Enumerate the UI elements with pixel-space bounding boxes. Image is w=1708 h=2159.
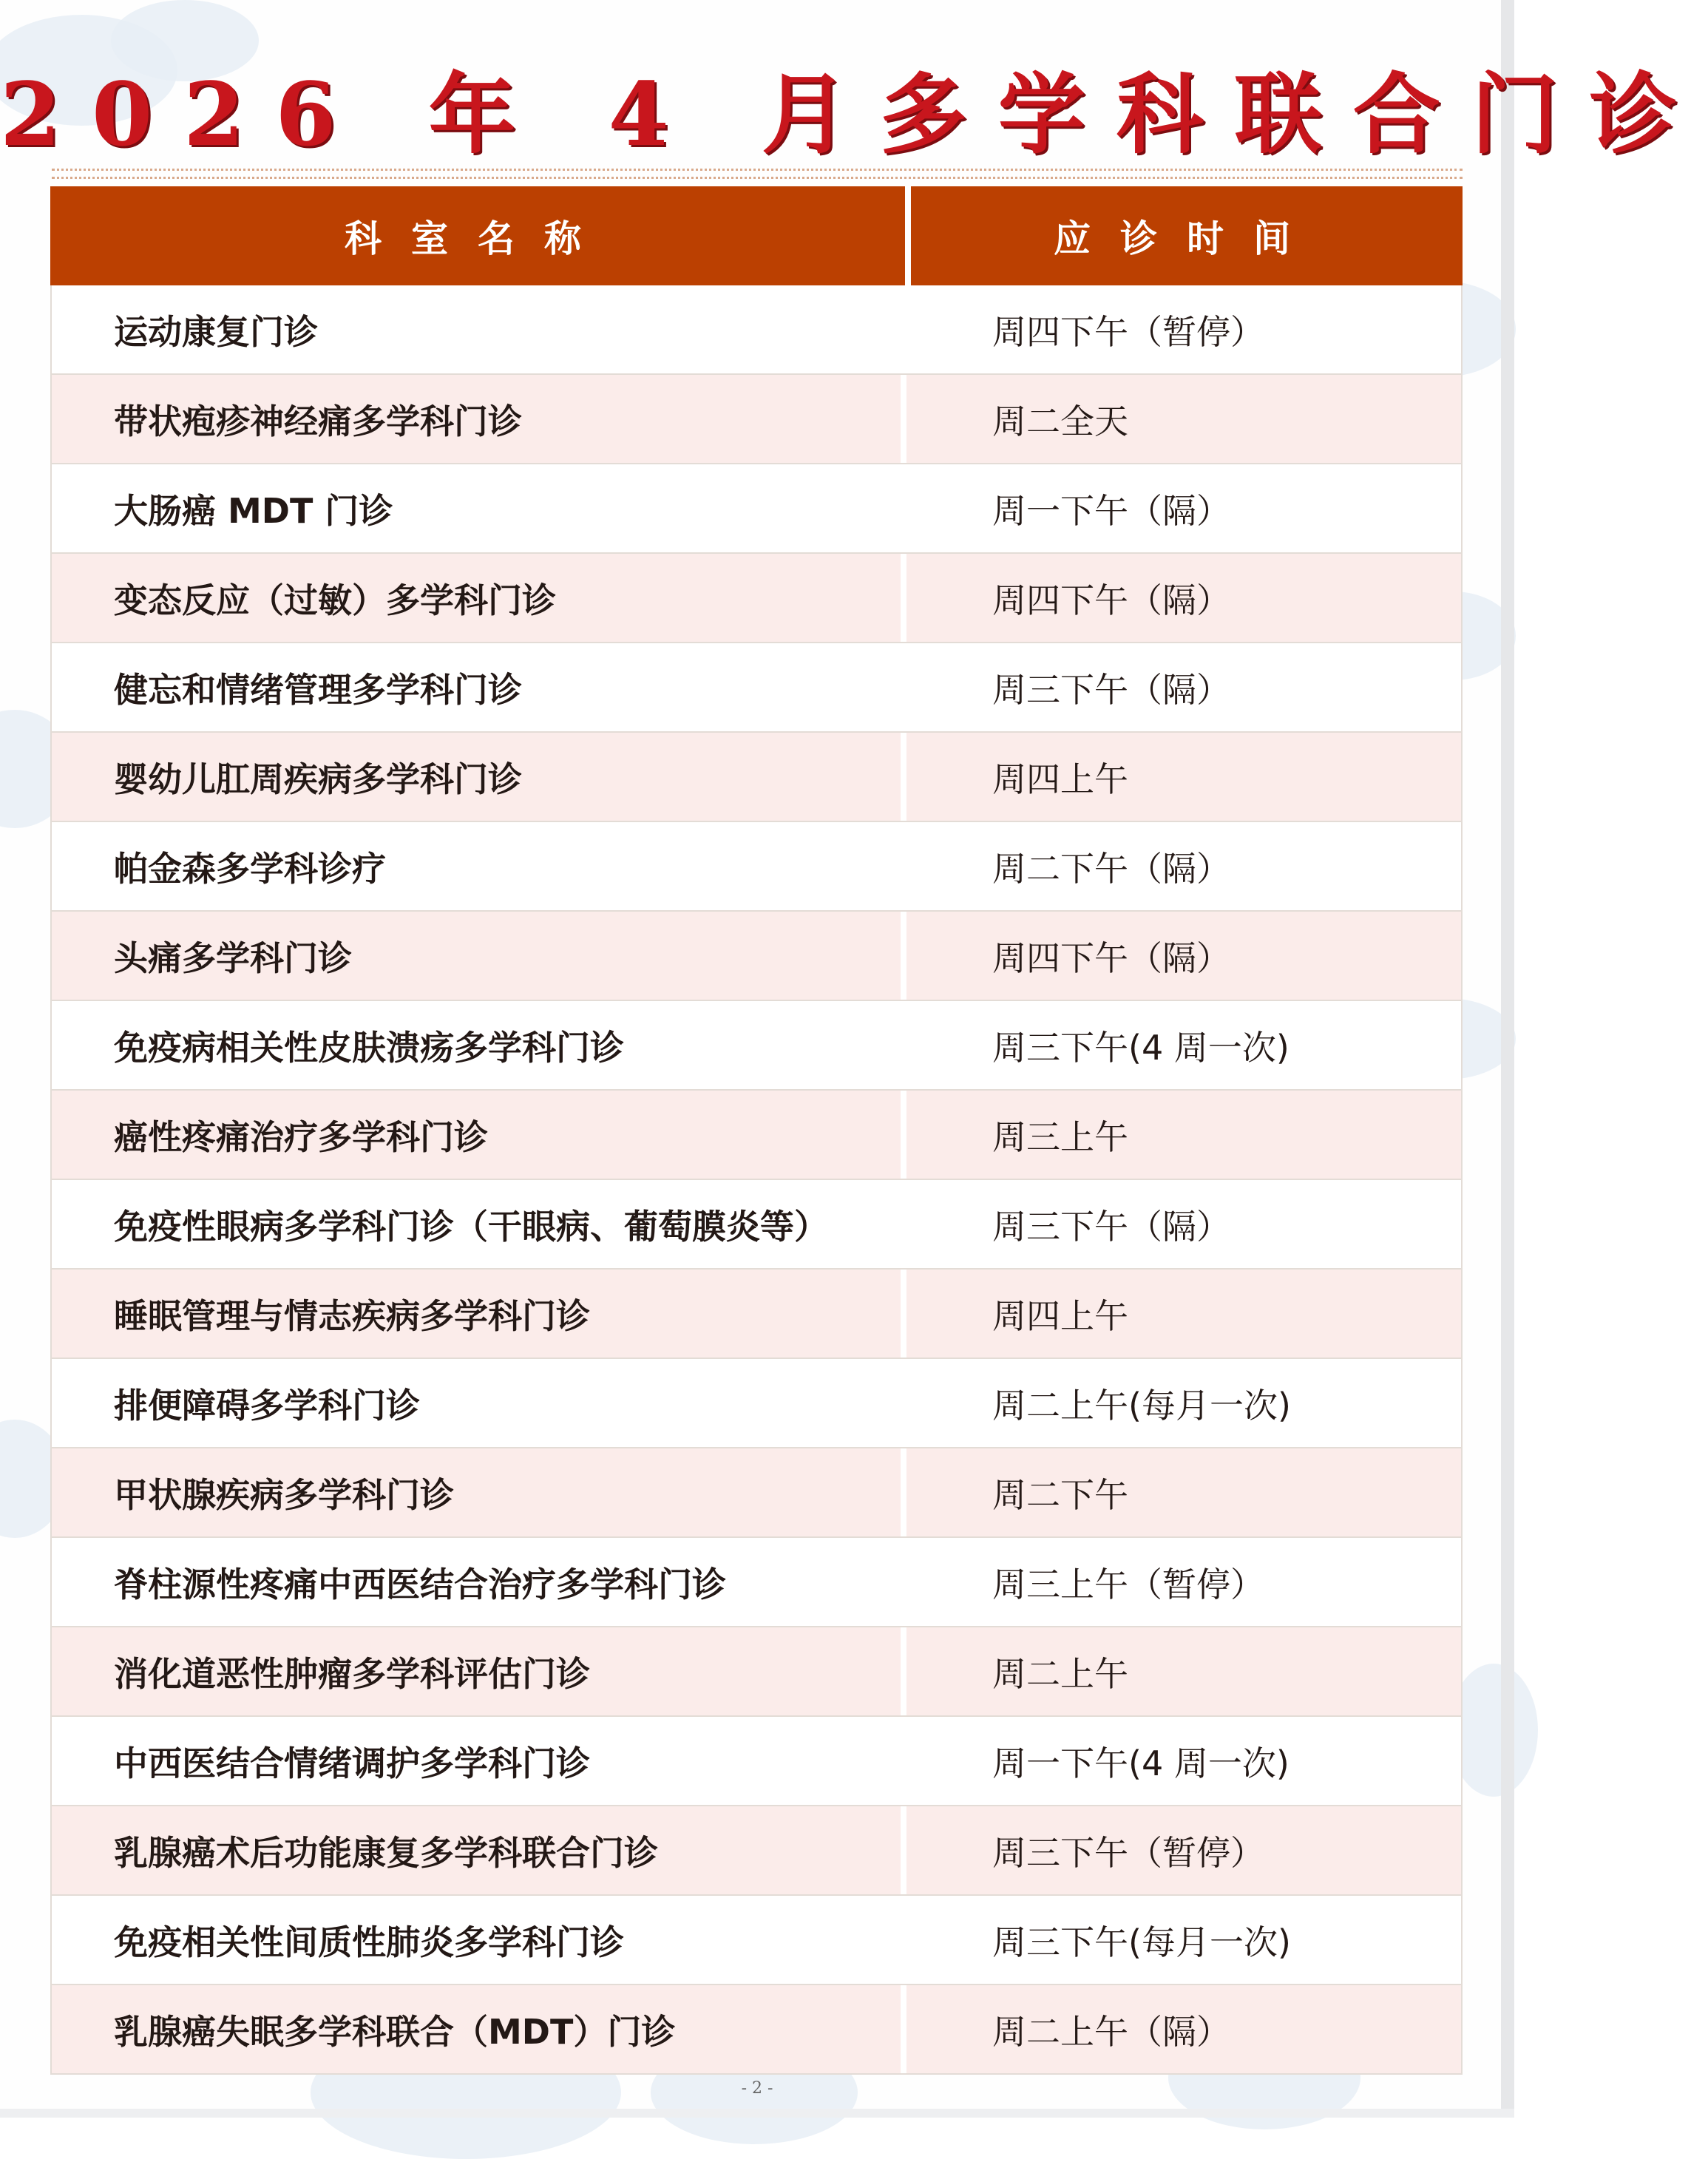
clinic-time: 周二上午	[992, 1653, 1128, 1694]
clinic-time: 周二上午（隔）	[992, 2011, 1230, 2052]
clinic-time: 周四上午	[992, 1295, 1128, 1336]
clinic-time: 周一下午（隔）	[992, 490, 1230, 531]
clinic-time: 周四下午（隔）	[992, 938, 1230, 978]
department-name: 免疫相关性间质性肺炎多学科门诊	[52, 1896, 906, 1984]
table-row	[52, 822, 1461, 912]
table-row	[52, 912, 1461, 1001]
table-row	[52, 643, 1461, 733]
table-header	[50, 186, 1463, 285]
department-name: 睡眠管理与情志疾病多学科门诊	[52, 1270, 906, 1358]
column-header-time: 应诊时间	[1054, 217, 1320, 260]
clinic-time: 周二下午	[992, 1474, 1128, 1515]
department-name: 乳腺癌术后功能康复多学科联合门诊	[52, 1806, 906, 1894]
department-name: 癌性疼痛治疗多学科门诊	[52, 1091, 906, 1179]
clinic-time: 周一下午(4 周一次)	[992, 1743, 1290, 1783]
table-row	[52, 1001, 1461, 1091]
department-name: 婴幼儿肛周疾病多学科门诊	[52, 733, 906, 821]
clinic-schedule-table	[50, 186, 1463, 2075]
column-header-department: 科室名称	[50, 186, 911, 285]
table-row	[52, 554, 1461, 643]
department-name: 免疫性眼病多学科门诊（干眼病、葡萄膜炎等）	[52, 1180, 906, 1268]
department-name: 健忘和情绪管理多学科门诊	[52, 643, 906, 731]
department-name: 帕金森多学科诊疗	[52, 822, 906, 910]
department-name: 乳腺癌失眠多学科联合（MDT）门诊	[52, 1985, 906, 2073]
table-row	[52, 1359, 1461, 1448]
clinic-time: 周三下午（暂停）	[992, 1832, 1264, 1873]
table-row	[52, 1538, 1461, 1627]
table-row	[52, 1806, 1461, 1896]
clinic-time: 周三下午（隔）	[992, 669, 1230, 710]
page-title: 2026 年 4 月多学科联合门诊	[0, 63, 1708, 166]
department-name: 中西医结合情绪调护多学科门诊	[52, 1717, 906, 1805]
clinic-time: 周二下午（隔）	[992, 848, 1230, 889]
table-row	[52, 1896, 1461, 1985]
table-row	[52, 1270, 1461, 1359]
clinic-time: 周二上午(每月一次)	[992, 1385, 1291, 1426]
department-name: 甲状腺疾病多学科门诊	[52, 1448, 906, 1536]
clinic-time: 周二全天	[992, 401, 1128, 441]
department-name: 排便障碍多学科门诊	[52, 1359, 906, 1447]
clinic-time: 周四上午	[992, 759, 1128, 799]
title-divider	[52, 169, 1463, 179]
cloud-decoration	[1449, 1664, 1538, 1797]
table-row	[52, 1717, 1461, 1806]
department-name: 免疫病相关性皮肤溃疡多学科门诊	[52, 1001, 906, 1089]
table-row	[52, 1180, 1461, 1270]
page-edge	[1501, 0, 1514, 2118]
table-row	[52, 375, 1461, 464]
table-row	[52, 285, 1461, 375]
table-body	[50, 285, 1463, 2075]
clinic-time: 周三下午(4 周一次)	[992, 1027, 1290, 1068]
clinic-time: 周三上午	[992, 1116, 1128, 1157]
department-name: 运动康复门诊	[52, 285, 906, 373]
table-row	[52, 464, 1461, 554]
department-name: 脊柱源性疼痛中西医结合治疗多学科门诊	[52, 1538, 906, 1626]
department-name: 头痛多学科门诊	[52, 912, 906, 1000]
table-row	[52, 1985, 1461, 2075]
department-name: 带状疱疹神经痛多学科门诊	[52, 375, 906, 463]
table-row	[52, 733, 1461, 822]
table-row	[52, 1627, 1461, 1717]
clinic-time: 周三下午（隔）	[992, 1206, 1230, 1247]
department-name: 变态反应（过敏）多学科门诊	[52, 554, 906, 642]
clinic-time: 周三上午（暂停）	[992, 1564, 1264, 1604]
clinic-time: 周三下午(每月一次)	[992, 1922, 1291, 1962]
page-edge-bottom	[0, 2109, 1514, 2118]
table-row	[52, 1448, 1461, 1538]
clinic-time: 周四下午（暂停）	[992, 311, 1264, 352]
clinic-time: 周四下午（隔）	[992, 580, 1230, 620]
department-name: 大肠癌 MDT 门诊	[52, 464, 906, 552]
department-name: 消化道恶性肿瘤多学科评估门诊	[52, 1627, 906, 1715]
table-row	[52, 1091, 1461, 1180]
page-number: - 2 -	[741, 2079, 773, 2098]
